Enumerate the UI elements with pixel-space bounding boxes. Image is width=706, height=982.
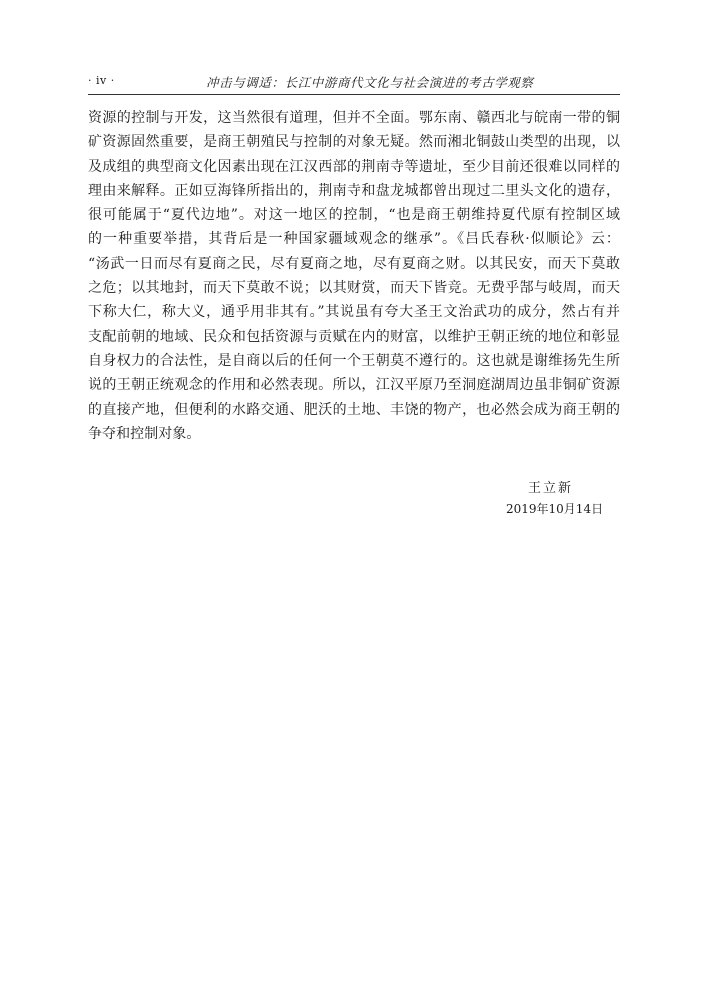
page-number: · iv · [88,74,115,87]
body-line: 的一种重要举措，其背后是一种国家疆域观念的继承”。《吕氏春秋·似顺论》云： [88,231,620,248]
body-paragraph [88,106,620,446]
body-line: 说的王朝正统观念的作用和必然表现。所以，江汉平原乃至洞庭湖周边虽非铜矿资源 [88,377,620,394]
body-line: 资源的控制与开发，这当然很有道理，但并不全面。鄂东南、赣西北与皖南一带的铜 [88,110,620,126]
page-header [88,72,620,95]
signature-date: 2019年10月14日 [506,502,604,516]
body-line: “汤武一日而尽有夏商之民，尽有夏商之地，尽有夏商之财。以其民安，而天下莫敢 [88,255,620,272]
body-line: 自身权力的合法性，是自商以后的任何一个王朝莫不遵行的。这也就是谢维扬先生所 [88,352,620,369]
body-line: 很可能属于“夏代边地”。对这一地区的控制，“也是商王朝维持夏代原有控制区域 [88,207,620,224]
body-line: 支配前朝的地域、民众和包括资源与贡赋在内的财富，以维护王朝正统的地位和彰显 [88,328,620,345]
body-line: 矿资源固然重要，是商王朝殖民与控制的对象无疑。然而湘北铜鼓山类型的出现，以 [88,134,620,151]
body-line: 的直接产地，但便利的水路交通、肥沃的土地、丰饶的物产，也必然会成为商王朝的 [88,401,620,418]
body-line: 下称大仁，称大义，通乎用非其有。”其说虽有夸大圣王文治武功的成分，然占有并 [88,304,620,321]
body-line: 理由来解释。正如豆海锋所指出的，荆南寺和盘龙城都曾出现过二里头文化的遗存， [88,182,620,199]
running-title: 冲击与调适：长江中游商代文化与社会演进的考古学观察 [206,75,534,90]
body-line: 争夺和控制对象。 [88,425,201,442]
author-signature: 王立新 [528,481,574,496]
body-line: 之危；以其地封，而天下莫敢不说；以其财赏，而天下皆竞。无费乎郜与岐周，而天 [88,280,620,297]
body-line: 及成组的典型商文化因素出现在江汉西部的荆南寺等遗址，至少目前还很难以同样的 [88,158,620,175]
